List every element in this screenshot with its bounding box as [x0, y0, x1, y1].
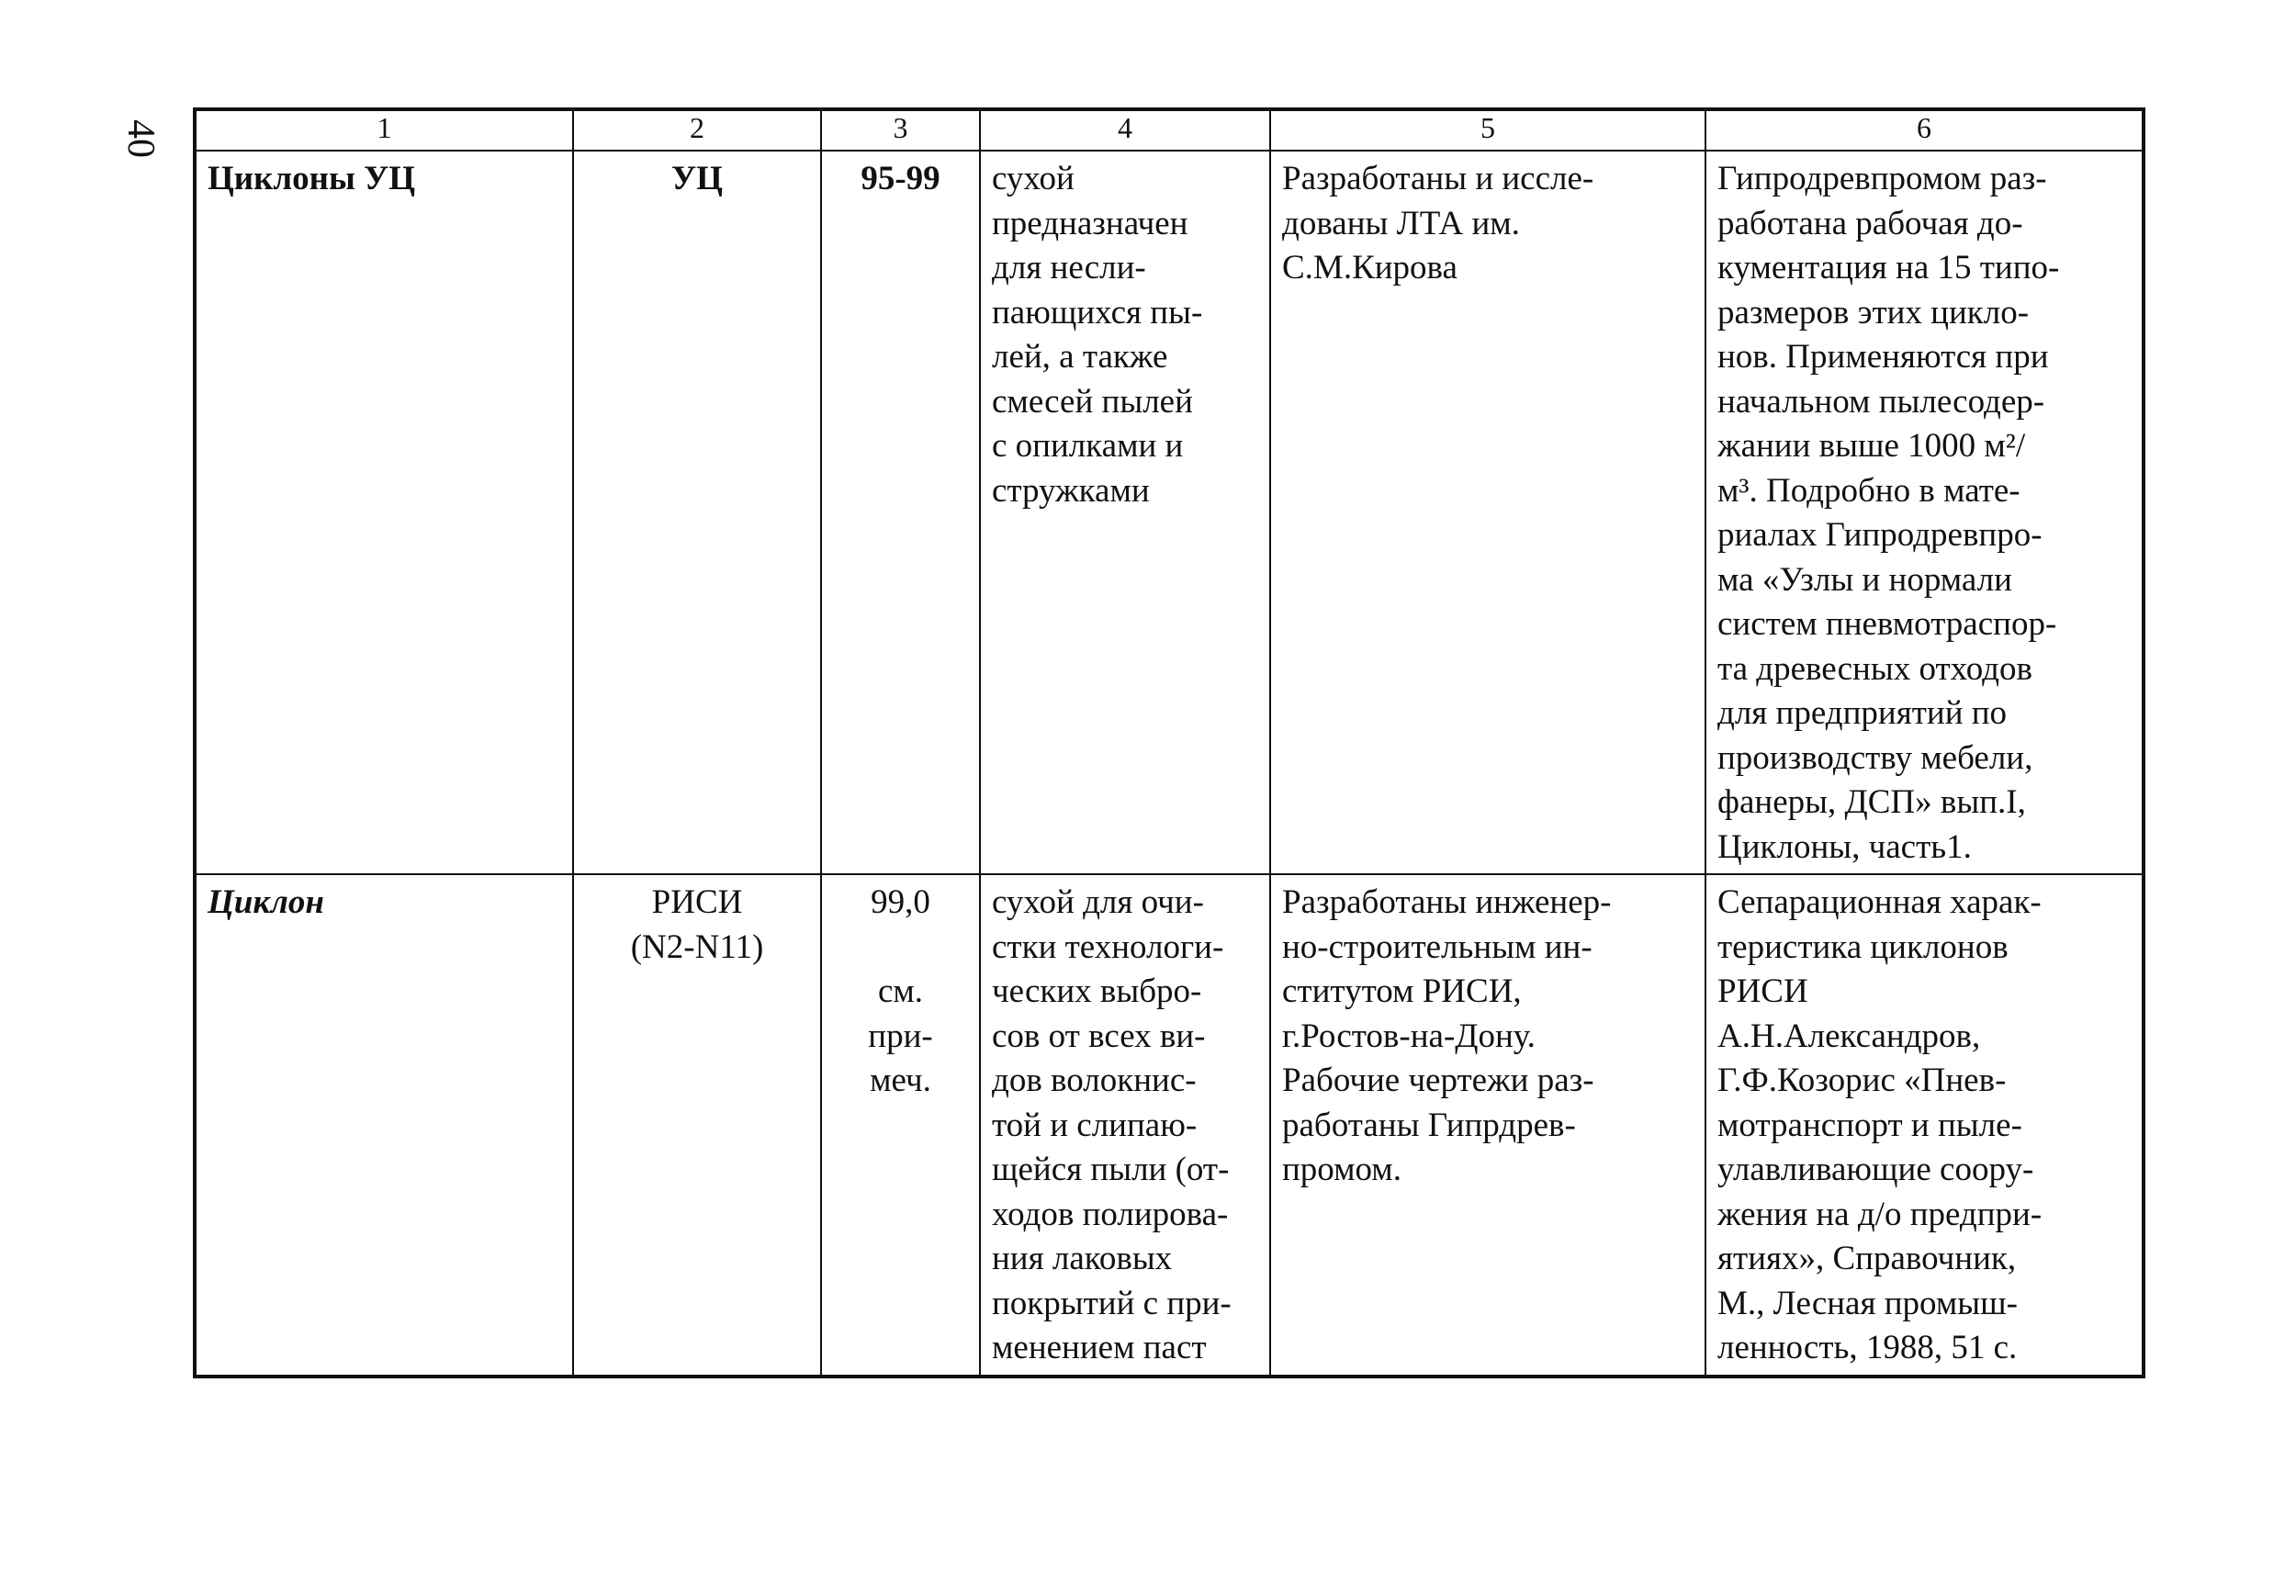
cell-name: Циклон	[195, 874, 573, 1377]
table-row	[195, 874, 2144, 1377]
cell-developer: Разработаны и иссле- дованы ЛТА им. С.М.Кирова	[1270, 151, 1705, 874]
cell-type: РИСИ (N2-N11)	[573, 874, 821, 1377]
page-number: 40	[119, 119, 162, 158]
cell-developer: Разработаны инженер- но-строительным ин- ститутом РИСИ, г.Ростов-на-Дону. Рабочие чертежи раз- работаны Гипрдрев- промом.	[1270, 874, 1705, 1377]
cell-notes: Гипродревпромом раз- работана рабочая до- кументация на 15 типо- размеров этих цикло- нов. Применяются при начальном пылесодер- жании выше 1000 м²/ м³. Подробно в мате- риалах Гипродревпро- ма «Узлы и нормали систем пневмотраспор- та древесных отходов для предприятий по производству мебели, фанеры, ДСП» вып.I, Циклоны, часть1.	[1705, 151, 2144, 874]
cell-efficiency: 95-99	[821, 151, 980, 874]
column-header-1: 1	[195, 109, 573, 151]
cell-efficiency: 99,0 см. при- меч.	[821, 874, 980, 1377]
cell-purpose: сухой предназначен для несли- пающихся пы- лей, а также смесей пылей с опилками и стружками	[980, 151, 1270, 874]
column-header-5: 5	[1270, 109, 1705, 151]
column-header-4: 4	[980, 109, 1270, 151]
column-header-3: 3	[821, 109, 980, 151]
cell-purpose: сухой для очи- стки технологи- ческих выбро- сов от всех ви- дов волокнис- той и слипаю- щейся пыли (от- ходов полирова- ния лаковых покрытий с при- менением паст	[980, 874, 1270, 1377]
cell-notes: Сепарационная харак- теристика циклонов РИСИ А.Н.Александров, Г.Ф.Козорис «Пнев- мотранспорт и пыле- улавливающие соору- жения на д/о предпри- ятиях», Справочник, М., Лесная промыш- ленность, 1988, 51 с.	[1705, 874, 2144, 1377]
column-header-6: 6	[1705, 109, 2144, 151]
cell-name: Циклоны УЦ	[195, 151, 573, 874]
table-row	[195, 151, 2144, 874]
column-header-2: 2	[573, 109, 821, 151]
cell-type: УЦ	[573, 151, 821, 874]
header-row	[195, 109, 2144, 151]
cyclone-table	[193, 107, 2145, 1378]
